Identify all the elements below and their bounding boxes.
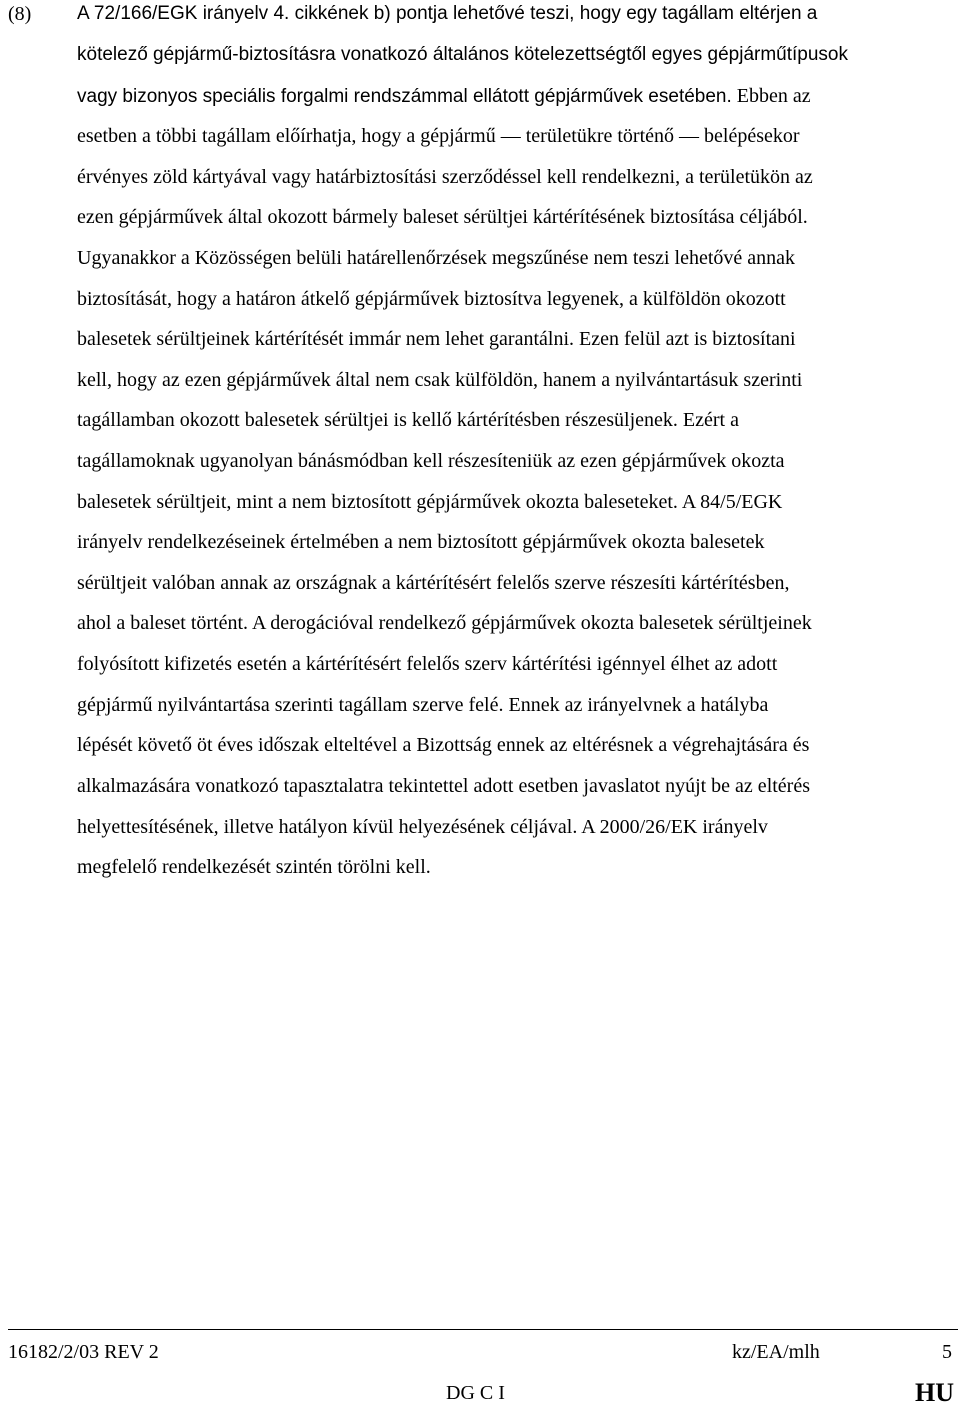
paragraph-number: (8) [8,3,32,25]
footer-page-number: 5 [942,1341,952,1363]
paragraph-line-16 [77,611,812,635]
paragraph-line-3 [77,84,811,109]
paragraph-line-19 [77,733,809,757]
paragraph-line-5 [77,165,813,189]
line-text: lépését követő öt éves időszak elteltével a Bizottság ennek az eltérésnek a végrehajtására és [77,734,810,756]
paragraph-line-9 [77,327,796,351]
line-text: gépjármű nyilvántartása szerinti tagállam szerve felé. Ennek az irányelvnek a hatályba [77,694,769,716]
line-text: ahol a baleset történt. A derogációval rendelkező gépjárművek okozta balesetek sérültjeinek [77,612,812,634]
paragraph-line-1 [77,2,817,26]
line-text: A 72/166/EGK irányelv 4. cikkének b) pontja lehetővé teszi, hogy egy tagállam eltérjen a [77,3,818,24]
line-text: irányelv rendelkezéseinek értelmében a nem biztosított gépjárművek okozta balesetek [77,531,765,553]
paragraph-line-4 [77,124,800,148]
line-text: alkalmazására vonatkozó tapasztalatra tekintettel adott esetben javaslatot nyújt be az eltérés [77,775,810,797]
line-text: balesetek sérültjeit, mint a nem biztosított gépjárművek okozta baleseteket. A 84/5/EGK [77,491,783,513]
paragraph-line-21 [77,815,768,839]
line-text: tagállamban okozott balesetek sérültjei is kellő kártérítésben részesüljenek. Ezért a [77,409,739,431]
line-text: érvényes zöld kártyával vagy határbiztosítási szerződéssel kell rendelkezni, a területükön az [77,166,813,188]
line-text: kell, hogy az ezen gépjárművek által nem csak külföldön, hanem a nyilvántartásuk szerinti [77,369,803,391]
paragraph-line-17 [77,652,777,676]
line-text: megfelelő rendelkezését szintén törölni kell. [77,856,431,878]
line-text: balesetek sérültjeinek kártérítését immár nem lehet garantálni. Ezen felül azt is biztosítani [77,328,796,350]
line-text: kötelező gépjármű-biztosításra vonatkozó általános kötelezettségtől egyes gépjárműtípusok [77,44,848,65]
line-text: folyósított kifizetés esetén a kártérítésért felelős szerv kártérítési igénnyel élhet az adott [77,653,778,675]
paragraph-line-18 [77,693,768,717]
line-text: tagállamoknak ugyanolyan bánásmódban kell részesíteniük az ezen gépjárművek okozta [77,450,785,472]
paragraph-line-15 [77,571,789,595]
footer-divider [8,1329,958,1330]
paragraph-line-2 [77,43,848,67]
line-text: helyettesítésének, illetve hatályon kívül helyezésének céljával. A 2000/26/EK irányelv [77,816,768,838]
line-text: Ugyanakkor a Közösségen belüli határellenőrzések megszűnése nem teszi lehetővé annak [77,247,796,269]
line-text: ezen gépjárművek által okozott bármely baleset sérültjei kártérítésének biztosítása céljából. [77,206,808,228]
paragraph-line-7 [77,246,795,270]
paragraph-line-13 [77,490,782,514]
paragraph-line-12 [77,449,785,473]
paragraph-line-11 [77,408,739,432]
paragraph-line-10 [77,368,802,392]
paragraph-line-20 [77,774,810,798]
footer-language: HU [915,1378,954,1407]
line-text: esetben a többi tagállam előírhatja, hogy a gépjármű — területükre történő — belépésekor [77,125,800,147]
paragraph-line-14 [77,530,765,554]
footer-directorate: DG C I [446,1382,505,1404]
footer-initials: kz/EA/mlh [732,1341,820,1363]
line-text-serif: Ebben az [731,85,811,107]
line-text: sérültjeit valóban annak az országnak a kártérítésért felelős szerve részesíti kártérítésben, [77,572,790,594]
line-text: vagy bizonyos speciális forgalmi rendszámmal ellátott gépjárművek esetében. [77,86,732,107]
paragraph-line-8 [77,287,786,311]
paragraph-line-22 [77,855,431,879]
paragraph-line-6 [77,205,808,229]
footer-doc-ref: 16182/2/03 REV 2 [8,1341,159,1363]
line-text: biztosítását, hogy a határon átkelő gépjárművek biztosítva legyenek, a külföldön okozott [77,288,786,310]
